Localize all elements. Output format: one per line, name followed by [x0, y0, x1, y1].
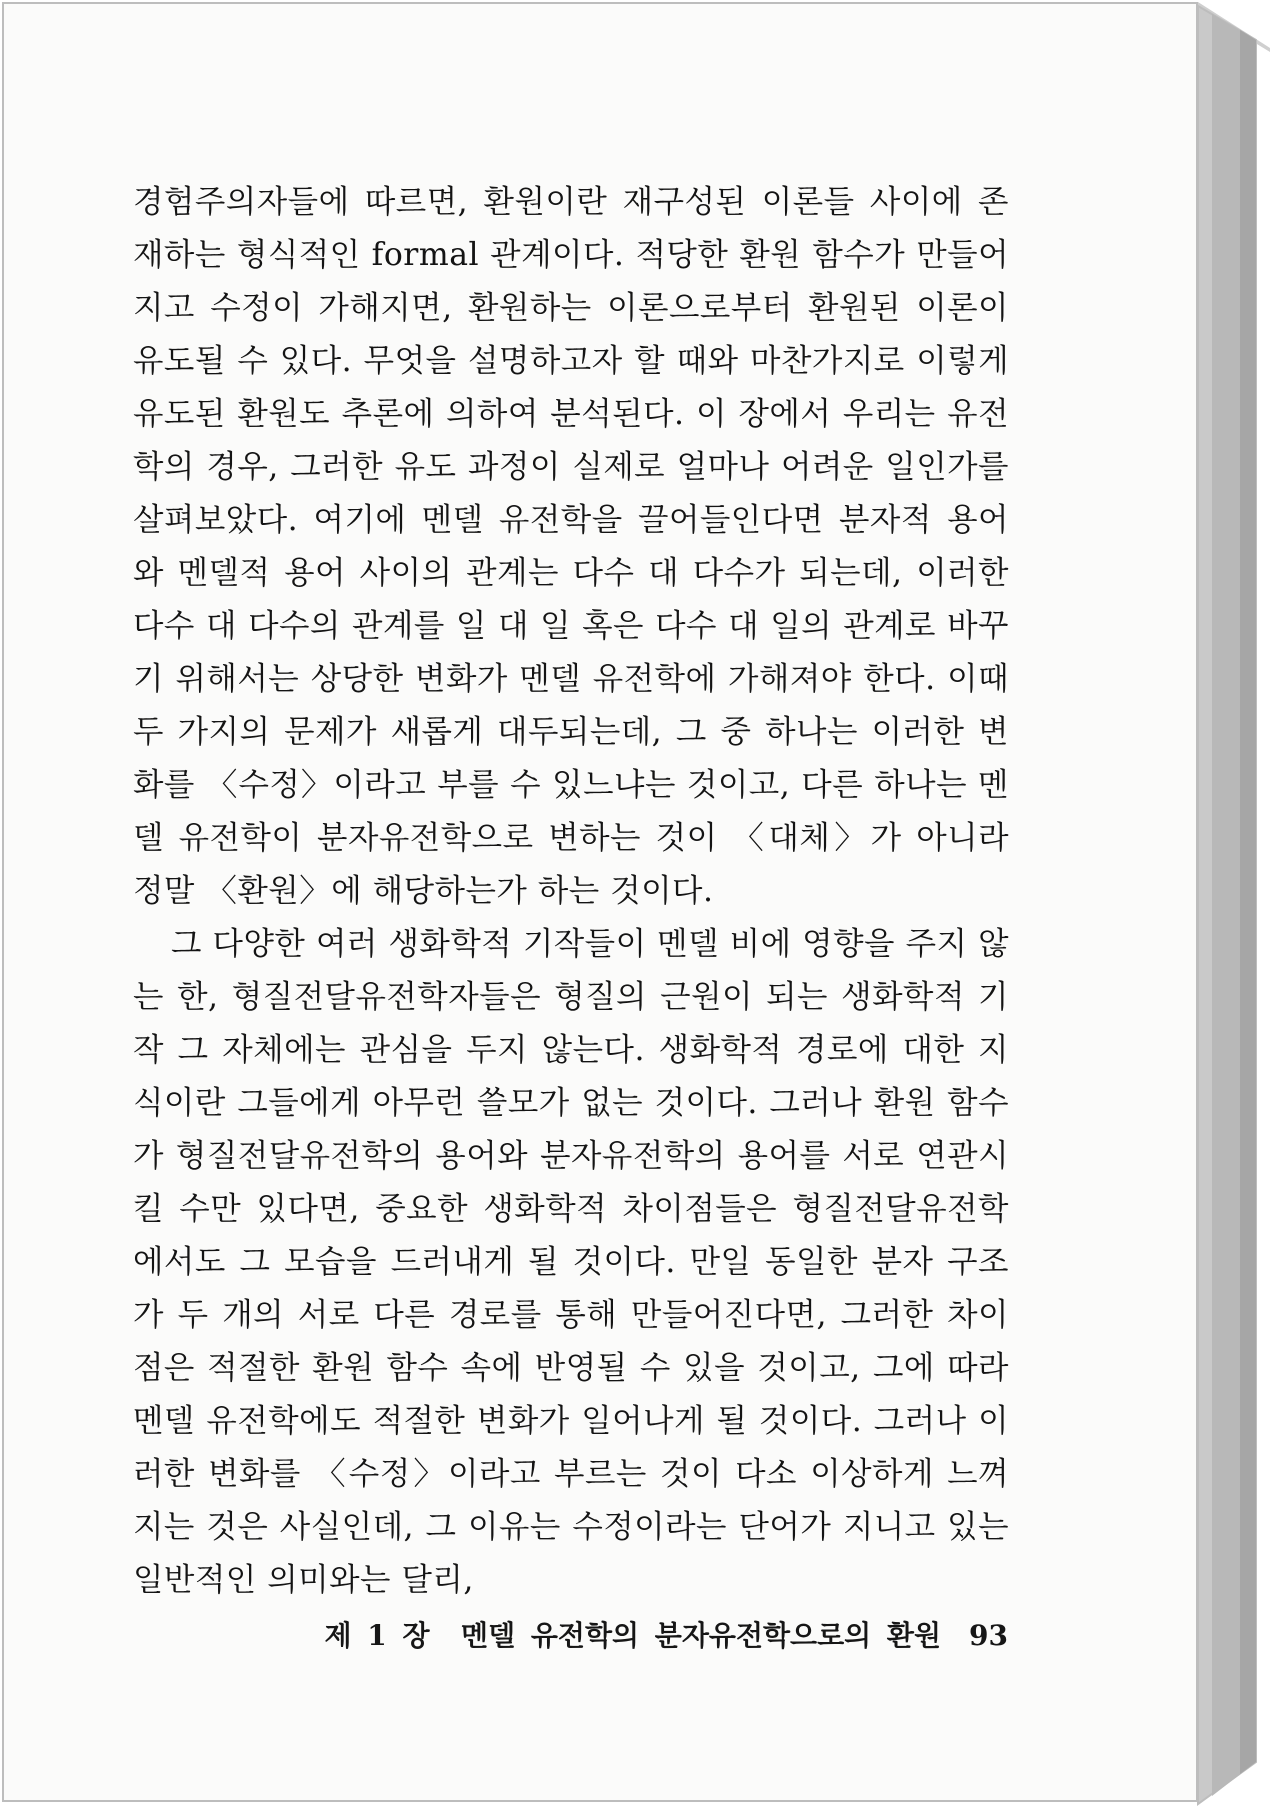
chapter-label: [324, 1614, 941, 1654]
paragraph-1: 경험주의자들에 따르면, 환원이란 재구성된 이론들 사이에 존재하는 형식적인 formal 관계이다. 적당한 환원 함수가 만들어지고 수정이 가해지면, 환원하는 이론으로부터 환원된 이론이 유도될 수 있다. 무엇을 설명하고자 할 때와 마찬가지로 이렇게 유도된 환원도 추론에 의하여 분석된다. 이 장에서 우리는 유전학의 경우, 그러한 유도 과정이 실제로 얼마나 어려운 일인가를 살펴보았다. 여기에 멘델 유전학을 끌어들인다면 분자적 용어와 멘델적 용어 사이의 관계는 다수 대 다수가 되는데, 이러한 다수 대 다수의 관계를 일 대 일 혹은 다수 대 일의 관계로 바꾸기 위해서는 상당한 변화가 멘델 유전학에 가해져야 한다. 이때 두 가지의 문제가 새롭게 대두되는데, 그 중 하나는 이러한 변화를 〈수정〉이라고 부를 수 있느냐는 것이고, 다른 하나는 멘델 유전학이 분자유전학으로 변하는 것이 〈대체〉가 아니라 정말 〈환원〉에 해당하는가 하는 것이다.: [133, 184, 1009, 909]
page-number: 93: [969, 1619, 1008, 1652]
chapter-title: 멘델 유전학의 분자유전학으로의 환원: [461, 1619, 942, 1652]
running-footer: [300, 1614, 1008, 1654]
paragraph-2: 그 다양한 여러 생화학적 기작들이 멘델 비에 영향을 주지 않는 한, 형질전달유전학자들은 형질의 근원이 되는 생화학적 기작 그 자체에는 관심을 두지 않는다. 생화학적 경로에 대한 지식이란 그들에게 아무런 쓸모가 없는 것이다. 그러나 환원 함수가 형질전달유전학의 용어와 분자유전학의 용어를 서로 연관시킬 수만 있다면, 중요한 생화학적 차이점들은 형질전달유전학에서도 그 모습을 드러내게 될 것이다. 만일 동일한 분자 구조가 두 개의 서로 다른 경로를 통해 만들어진다면, 그러한 차이점은 적절한 환원 함수 속에 반영될 수 있을 것이고, 그에 따라 멘델 유전학에도 적절한 변화가 일어나게 될 것이다. 그러나 이러한 변화를 〈수정〉이라고 부르는 것이 다소 이상하게 느껴지는 것은 사실인데, 그 이유는 수정이라는 단어가 지니고 있는 일반적인 의미와는 달리,: [133, 926, 1009, 1598]
body-text: [133, 176, 1009, 1607]
chapter-number: 제 1 장: [324, 1619, 430, 1652]
